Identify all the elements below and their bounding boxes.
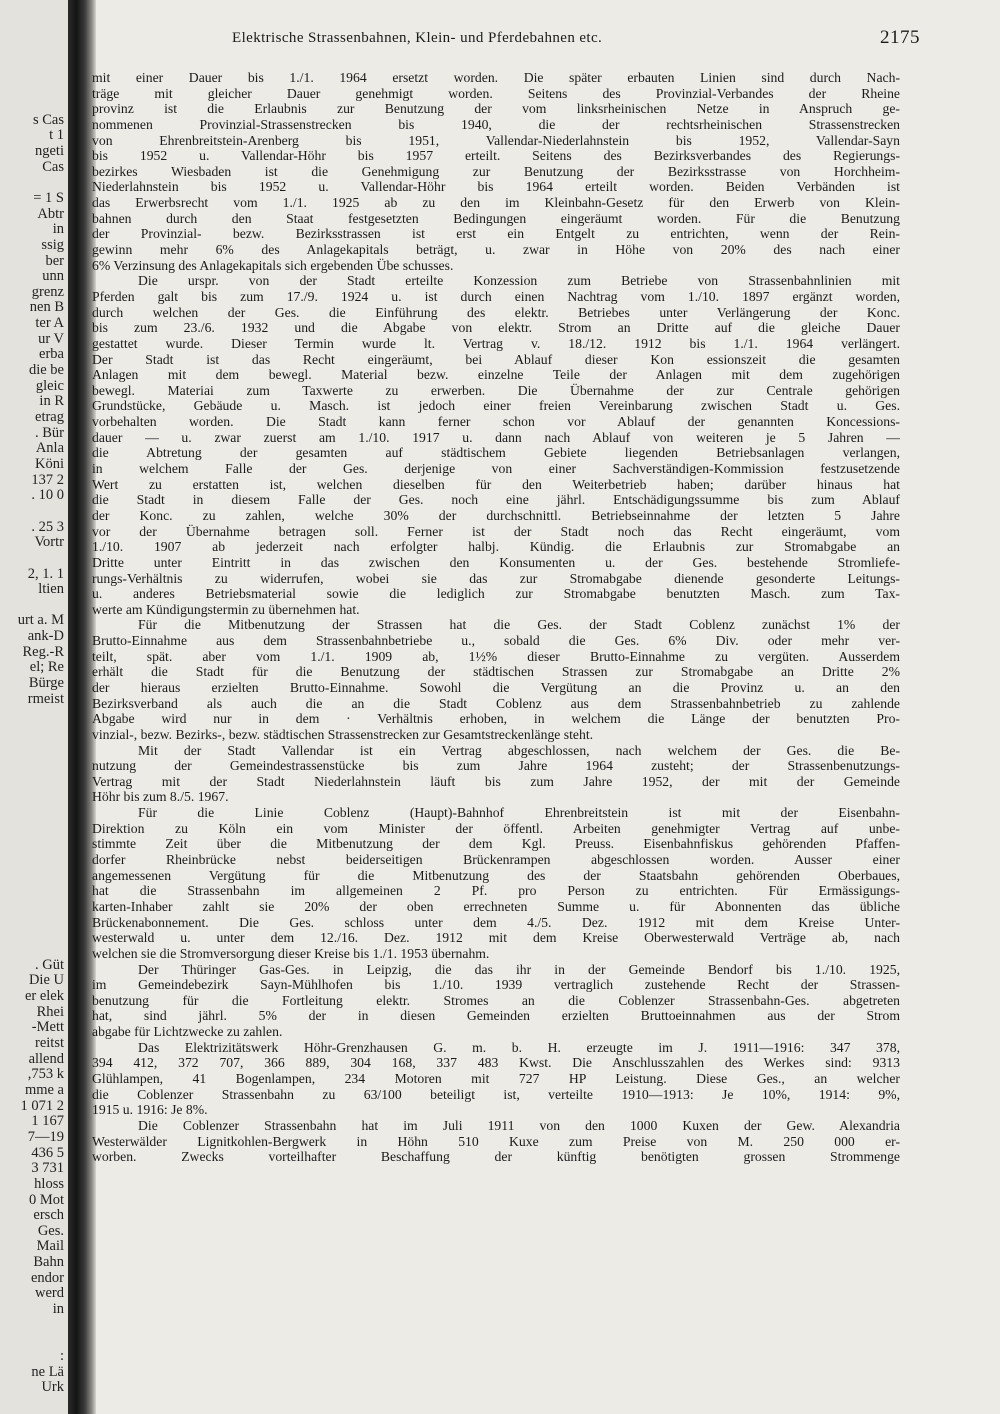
text-line: Abgabe wird nur in dem · Verhältnis erhoben, in welchem die Länge der benutzten Pro- <box>92 711 900 727</box>
text-line: die Coblenzer Strassenbahn zu 63/100 beteiligt ist, verteilte 1910—1913: Je 10%, 1914: 9%, <box>92 1086 900 1102</box>
facing-page-text: in R <box>39 393 64 410</box>
text-line: benutzung für die Fortleitung elektr. Stromes an die Coblenzer Strassenbahn-Ges. abgetreten <box>92 992 900 1008</box>
text-line: Brutto-Einnahme aus dem Strassenbahnbetriebe u., sobald die Ges. 6% Div. oder mehr ver- <box>92 633 900 649</box>
text-line: gewinn mehr 6% des Anlagekapitals beträgt, u. zwar in Höhe von 20% des nach einer <box>92 242 900 258</box>
page-header <box>232 27 920 56</box>
text-line: die Stadt in diesem Falle der Ges. noch eine jährl. Entschädigungssumme bis zum Ablauf <box>92 492 900 508</box>
text-line: dorfer Rheinbrücke nebst beiderseitigen Brückenrampen abgeschlossen worden. Ausser einer <box>92 852 900 868</box>
facing-page-text: reitst <box>35 1035 64 1051</box>
facing-page-text: urt a. M <box>17 612 64 629</box>
text-line: teilt, spät. aber vom 1./1. 1909 ab, 1½% dieser Brutto-Einnahme zu vergüten. Ausserdem <box>92 648 900 664</box>
text-line: dauer — u. zwar zuerst am 1./10. 1917 u. dann nach Ablauf von weiteren je 5 Jahren — <box>92 429 900 445</box>
text-line: durch welchen der Ges. die Einführung des elektr. Betriebes unter Verlängerung der Konc. <box>92 304 900 320</box>
text-line: vinzial-, bezw. Bezirks-, bezw. städtischen Strassenstrecken zur Gesamtstreckenlänge steht. <box>92 726 594 742</box>
text-line: 1915 u. 1916: Je 8%. <box>92 1102 208 1118</box>
facing-page-text: 1 167 <box>31 1113 64 1130</box>
facing-page-text: ssig <box>41 236 64 253</box>
text-line: Der Stadt ist das Recht eingeräumt, bei Ablauf dieser Kon essionszeit die gesamten <box>92 351 900 367</box>
facing-page-text: ter A <box>35 315 64 332</box>
text-line: bahnen durch den Staat festgesetzten Bedingungen eingeräumt worden. Für die Benutzung <box>92 210 900 226</box>
text-line: Westerwälder Lignitkohlen-Bergwerk in Höhn 510 Kuxe zum Preise von M. 250 000 er- <box>92 1133 900 1149</box>
text-line: provinz ist die Erlaubnis zur Benutzung der vom linksrheinischen Netze in Anspruch ge- <box>92 101 900 117</box>
text-line: mit einer Dauer bis 1./1. 1964 ersetzt worden. Die später erbauten Linien sind durch Nach- <box>92 70 900 85</box>
text-line: in welchem Falle der Ges. derjenige von einer Sachverständigen-Kommission festzusetzende <box>92 461 900 477</box>
facing-page-text: erba <box>39 346 64 363</box>
text-line: bezirkes Wiesbaden ist die Genehmigung zur Benutzung der Bezirksstrasse von Horchheim- <box>92 163 900 179</box>
text-line: vorbehalten worden. Die Stadt kann ferner schon vor Ablauf der genannten Koncessions- <box>92 414 900 430</box>
facing-page-text: . 10 0 <box>31 487 64 504</box>
facing-page-text: Die U <box>28 972 64 989</box>
text-line: welchen sie die Stromversorgung dieser Kreise bis 1./1. 1953 übernahm. <box>92 945 490 961</box>
facing-page-text: Bahn <box>33 1254 64 1271</box>
facing-page-text: 2, 1. 1 <box>27 565 64 582</box>
body-text <box>92 70 900 1410</box>
text-line: hat, sind jährl. 5% der in diesen Gemeinden erzielten Bruttoeinnahmen aus der Strom <box>92 1008 900 1024</box>
facing-page-text: 3 731 <box>31 1160 64 1177</box>
text-line: worben. Zwecks vorteilhafter Beschaffung der künftig benötigten grossen Strommenge <box>92 1149 900 1165</box>
facing-page-text: werd <box>35 1285 64 1302</box>
facing-page-text: ank-D <box>27 628 64 645</box>
text-line: u. anderes Betriebsmaterial sowie die lediglich zur Stromabgabe benutzten Masch. zum Tax- <box>92 586 900 602</box>
text-line: hat die Strassenbahn im allgemeinen 2 Pf. pro Person zu entrichten. Für Ermässigungs- <box>92 883 900 899</box>
text-line: der Konc. zu zahlen, welche 30% der durchschnittl. Betriebseinnahme der letzten 5 Jahre <box>92 507 900 523</box>
facing-page-text: = 1 S <box>33 189 64 206</box>
text-line: bewegl. Materiai zum Taxwerte zu erwerben. Die Übernahme der zur Centrale gehörigen <box>92 382 900 398</box>
text-line: bis 1952 u. Vallendar-Höhr bis 1957 erteilt. Seitens des Bezirksverbandes des Regierungs- <box>92 148 900 164</box>
facing-page-text: nen B <box>29 299 64 316</box>
text-line: im Gemeindebezirk Sayn-Mühlhofen bis 1./10. 1939 vertraglich zustehende Recht der Strassen- <box>92 977 900 993</box>
text-line: westerwald u. unter dem 12./16. Dez. 1912 mit dem Kreise Oberwesterwald Verträge ab, nach <box>92 930 900 946</box>
text-line: nommenen Provinzial-Strassenstrecken bis 1940, die der rechtsrheinischen Strassenstrecken <box>92 116 900 132</box>
text-line: Pferden galt bis zum 17./9. 1924 u. ist durch einen Nachtrag vom 1./10. 1897 ergänzt worden, <box>92 288 900 304</box>
facing-page-text: ur V <box>38 330 64 347</box>
text-line: Höhr bis zum 8./5. 1967. <box>92 789 229 805</box>
text-line: erhält die Stadt für die Benutzung der städtischen Strassen zur Stromabgabe an Dritte 2% <box>92 664 900 680</box>
facing-page-text: ne Lä <box>31 1363 64 1380</box>
text-line: Vertrag mit der Stadt Niederlahnstein läuft bis zum Jahre 1952, der mit der Gemeinde <box>92 773 900 789</box>
running-title: Elektrische Strassenbahnen, Klein- und Pferdebahnen etc. <box>232 30 603 46</box>
text-line: das Erwerbsrecht vom 1./1. 1925 ab zu den im Kleinbahn-Gesetz für den Erwerb von Klein- <box>92 195 900 211</box>
text-line: rungs-Verhältnis zu widerrufen, wobei sie das zur Stromabgabe dienende gesonderte Leitungs- <box>92 570 900 586</box>
text-line: Für die Mitbenutzung der Strassen hat die Ges. der Stadt Coblenz zunächst 1% der <box>138 617 900 633</box>
text-line: Glühlampen, 41 Bogenlampen, 234 Motoren mit 727 HP Leistung. Diese Ges., an welcher <box>92 1071 900 1086</box>
facing-page-text: Ges. <box>37 1222 64 1239</box>
facing-page-text: : <box>59 1348 64 1364</box>
facing-page-text: s Cas <box>32 111 64 128</box>
text-line: 6% Verzinsung des Anlagekapitals sich ergebenden Übe schusses. <box>92 257 454 273</box>
facing-page-text: hloss <box>34 1175 64 1192</box>
facing-page-text: 1 071 2 <box>20 1097 64 1114</box>
text-line: träge mit gleicher Dauer genehmigt worden. Seitens des Provinzial-Verbandes der Rheine <box>92 85 900 101</box>
page-number: 2175 <box>880 27 920 48</box>
text-line: Direktion zu Köln ein vom Minister der öffentl. Arbeiten genehmigter Vertrag auf unbe- <box>92 820 900 836</box>
facing-page-text: . Bür <box>35 424 64 441</box>
text-line: Grundstücke, Gebäude u. Masch. ist jedoch einer freien Vereinbarung zwischen Stadt u. Ges. <box>92 398 900 414</box>
text-line: Wert zu erstatten ist, welchen dieselben für den Weiterbetrieb haben; darüber hinaus hat <box>92 476 900 492</box>
text-line: von Ehrenbreitstein-Arenberg bis 1951, Vallendar-Niederlahnstein bis 1952, Vallendar-Sayn <box>92 132 900 148</box>
facing-page-text: allend <box>28 1050 64 1067</box>
facing-page-text: unn <box>42 268 64 285</box>
facing-page-text: Rhei <box>36 1003 64 1020</box>
facing-page-text: rmeist <box>27 690 64 707</box>
facing-page-text: 7—19 <box>27 1128 64 1145</box>
facing-page-text: Reg.-R <box>22 643 64 660</box>
facing-page-text: ersch <box>33 1207 64 1224</box>
text-line: die Abtretung der gesamten auf städtischem Gebiete liegenden Betriebsanlagen verlangen, <box>92 445 900 461</box>
text-line: Das Elektrizitätswerk Höhr-Grenzhausen G. m. b. H. erzeugte im J. 1911—1916: 347 378, <box>138 1039 900 1055</box>
facing-page-text: 0 Mot <box>28 1191 64 1208</box>
facing-page-text: Vortr <box>34 534 64 551</box>
text-line: 394 412, 372 707, 366 889, 304 168, 337 483 Kwst. Die Anschlusszahlen des Werkes sind: 9313 <box>92 1055 900 1071</box>
facing-page-text: ,753 k <box>27 1066 64 1083</box>
facing-page-text: endor <box>30 1269 64 1286</box>
text-line: karten-Inhaber zahlt sie 20% der oben errechneten Summe u. für Abonnenten das übliche <box>92 898 900 914</box>
text-line: Mit der Stadt Vallendar ist ein Vertrag abgeschlossen, nach welchem der Ges. die Be- <box>138 742 900 758</box>
text-line: Die Coblenzer Strassenbahn hat im Juli 1911 von den 1000 Kuxen der Gew. Alexandria <box>138 1117 900 1133</box>
text-line: Anlagen mit dem bewegl. Material bezw. einzelne Teile der Anlagen mit dem zugehörigen <box>92 367 900 383</box>
text-line: der Provinzial- bezw. Bezirksstrassen ist erst ein Entgelt zu entrichten, wenn der Rein- <box>92 226 900 242</box>
text-line: Bezirksverband als auch die an die Stadt Coblenz aus dem Strassenbahnbetrieb zu zahlende <box>92 695 900 711</box>
facing-page-text: die be <box>28 362 64 379</box>
text-line: Die urspr. von der Stadt erteilte Konzession zum Betriebe von Strassenbahnlinien mit <box>138 273 900 289</box>
facing-page-text: mme a <box>24 1081 64 1098</box>
facing-page-text: -Mett <box>31 1019 64 1036</box>
text-line: vor der Übernahme betragen soll. Ferner ist der Stadt noch das Recht eingeräumt, vom <box>92 523 900 539</box>
facing-page-text: Cas <box>42 158 64 175</box>
text-line: Der Thüringer Gas-Ges. in Leipzig, die das ihr in der Gemeinde Bendorf bis 1./10. 1925, <box>138 961 900 977</box>
text-line: nutzung der Gemeindestrassenstücke bis zum Jahre 1964 zusteht; der Strassenbenutzungs- <box>92 758 900 774</box>
facing-page-text: Bürge <box>28 675 64 692</box>
facing-page-text: ltien <box>38 581 64 598</box>
facing-page-text: 137 2 <box>31 471 64 488</box>
facing-page-text: in <box>52 1301 64 1318</box>
text-line: Für die Linie Coblenz (Haupt)-Bahnhof Ehrenbreitstein ist mit der Eisenbahn- <box>138 805 900 821</box>
text-line: gestattet wurde. Dieser Termin wurde lt. Vertrag v. 18./12. 1912 bis 1./1. 1964 verlängert. <box>92 335 900 351</box>
facing-page-text: Anla <box>35 440 64 457</box>
facing-page-fragment <box>0 0 70 1414</box>
facing-page-text: Urk <box>41 1379 64 1396</box>
facing-page-text: Köni <box>35 455 64 472</box>
facing-page-text: 436 5 <box>31 1144 64 1161</box>
facing-page-text: ber <box>45 252 64 269</box>
text-line: abgabe für Lichtzwecke zu zahlen. <box>92 1024 283 1040</box>
facing-page-text: gleic <box>35 377 64 394</box>
text-line: stimmte Zeit über die Mitbenutzung der dem Kgl. Preuss. Eisenbahnfiskus gehörenden Pfaffen- <box>92 836 900 852</box>
facing-page-text: Mail <box>36 1238 64 1255</box>
facing-page-text: grenz <box>31 283 64 300</box>
facing-page-text: el; Re <box>29 659 64 676</box>
text-line: Niederlahnstein bis 1952 u. Vallendar-Höhr bis 1964 erteilt worden. Beiden Verbänden ist <box>92 179 900 195</box>
facing-page-text: . Güt <box>35 956 64 973</box>
facing-page-text: ngeti <box>35 142 64 159</box>
text-line: Brückenabonnement. Die Ges. schloss unter dem 4./5. Dez. 1912 mit dem Kreise Unter- <box>92 914 900 930</box>
facing-page-text: er elek <box>24 988 64 1005</box>
text-line: 1./10. 1907 ab jederzeit nach erfolgter halbj. Kündig. die Erlaubnis zur Stromabgabe an <box>92 539 900 555</box>
facing-page-text: . 25 3 <box>31 518 64 535</box>
text-line: bis zum 23./6. 1932 und die Abgabe von elektr. Strom an Dritte auf die gleiche Dauer <box>92 320 900 336</box>
facing-page-text: t 1 <box>49 127 64 144</box>
text-line: angemessenen Vergütung für die Mitbenutzung des der Staatsbahn gehörenden Oberbaues, <box>92 867 900 883</box>
facing-page-text: in <box>52 221 64 238</box>
text-line: werte am Kündigungstermin zu übernehmen hat. <box>92 601 360 617</box>
text-line: Dritte unter Eintritt in das zwischen den Konsumenten u. der Ges. bestehende Stromliefe- <box>92 554 900 570</box>
text-line: der hieraus erzielten Brutto-Einnahme. Sowohl die Vergütung an die Provinz u. an den <box>92 679 900 695</box>
facing-page-text: etrag <box>35 409 64 425</box>
facing-page-text: Abtr <box>37 205 64 222</box>
